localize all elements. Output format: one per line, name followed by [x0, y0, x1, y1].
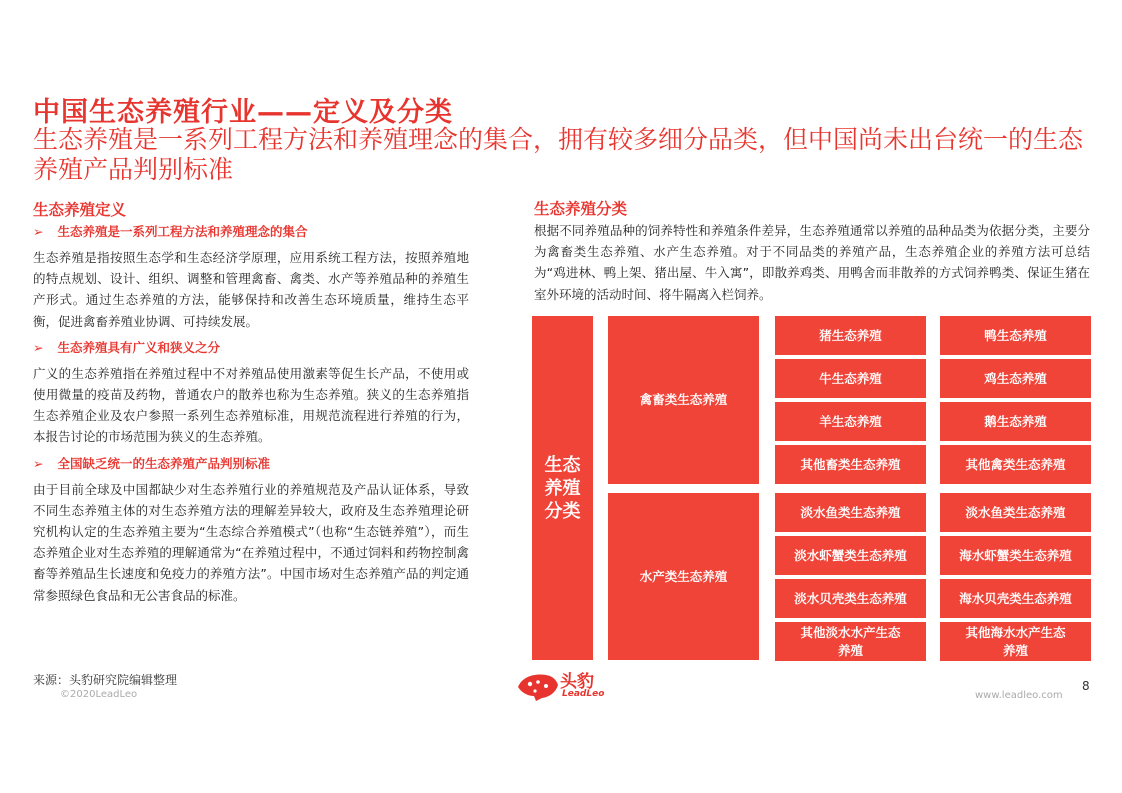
- standard-paragraph: 由于目前全球及中国都缺少对生态养殖行业的养殖规范及产品认证体系，导致不同生态养殖主体的对生态养殖方法的理解差异较大，政府及生态养殖理论研究机构认定的生态养殖主要为“生态综合养殖模式”（也称“生态链养殖”），而生态养殖企业对生态养殖的理解通常为“在养殖过程中，不通过饲料和药物控制禽畜等养殖品生长速度和免疫力的养殖方法”。中国市场对生态养殖产品的判定通常参照绿色食品和无公害食品的标准。: [33, 481, 469, 603]
- leaf-item: 淡水虾蟹类生态养殖: [775, 536, 926, 575]
- leaf-item: 羊生态养殖: [775, 402, 926, 441]
- arrow-icon: ➢: [33, 455, 44, 471]
- definition-paragraph: 生态养殖是指按照生态学和生态经济学原理，应用系统工程方法，按照养殖地的特点规划、设计、组织、调整和管理禽畜、禽类、水产等养殖品种的养殖生产形式。通过生态养殖的方法，能够保持和改善生态环境质量，维持生态平衡，促进禽畜养殖业协调、可持续发展。: [33, 250, 469, 329]
- logo-chinese: 头豹: [560, 672, 594, 692]
- arrow-icon: ➢: [33, 339, 44, 355]
- leaf-item: 海水虾蟹类生态养殖: [940, 536, 1091, 575]
- bullet-heading: ➢ 全国缺乏统一的生态养殖产品判别标准: [33, 455, 270, 471]
- root-label: 生态养殖分类: [544, 454, 581, 522]
- page-number: 8: [1082, 679, 1090, 693]
- leaf-item: 淡水贝壳类生态养殖: [775, 579, 926, 618]
- leaf-item: 猪生态养殖: [775, 316, 926, 355]
- leaf-item: 海水贝壳类生态养殖: [940, 579, 1091, 618]
- scope-paragraph: 广义的生态养殖指在养殖过程中不对养殖品使用激素等促生长产品，不使用或使用微量的疫苗及药物，普通农户的散养也称为生态养殖。狭义的生态养殖指生态养殖企业及农户参照一系列生态养殖标准，用规范流程进行养殖的行为，本报告讨论的市场范围为狭义的生态养殖。: [33, 365, 469, 445]
- website: www.leadleo.com: [975, 690, 1063, 701]
- leaf-item: 其他海水水产生态养殖: [940, 622, 1091, 661]
- leaf-item: 其他淡水水产生态养殖: [775, 622, 926, 661]
- page-title: 中国生态养殖行业——定义及分类: [33, 97, 453, 128]
- leaf-item: 牛生态养殖: [775, 359, 926, 398]
- arrow-icon: ➢: [33, 224, 44, 239]
- leaf-item: 鹅生态养殖: [940, 402, 1091, 441]
- bullet-heading: ➢ 生态养殖具有广义和狭义之分: [33, 339, 220, 355]
- leaf-item: 鸭生态养殖: [940, 316, 1091, 355]
- source-note: 来源：头豹研究院编辑整理: [33, 673, 178, 687]
- leaf-item: 淡水鱼类生态养殖: [775, 493, 926, 532]
- bullet-heading: ➢ 生态养殖是一系列工程方法和养殖理念的集合: [33, 224, 308, 239]
- classification-paragraph: 根据不同养殖品种的饲养特性和养殖条件差异，生态养殖通常以养殖的品种品类为依据分类，主要分为禽畜类生态养殖、水产生态养殖。对于不同品类的养殖产品，生态养殖企业的养殖方法可总结为“鸡进林、鸭上架、猪出屋、牛入寓”，即散养鸡类、用鸭舍而非散养的方式饲养鸭类、保证生猪在室外环境的活动时间、将牛隔离入栏饲养。: [534, 223, 1090, 302]
- leaf-item: 淡水鱼类生态养殖: [940, 493, 1091, 532]
- page-subtitle: 生态养殖是一系列工程方法和养殖理念的集合，拥有较多细分品类，但中国尚未出台统一的生态养殖产品判别标准: [33, 125, 1084, 184]
- definition-column: [33, 222, 469, 612]
- classification-heading: 生态养殖分类: [534, 200, 628, 218]
- leaf-item: 其他畜类生态养殖: [775, 445, 926, 484]
- leaf-item: 其他禽类生态养殖: [940, 445, 1091, 484]
- logo-english: LeadLeo: [562, 689, 605, 699]
- definition-heading: 生态养殖定义: [33, 201, 127, 219]
- leaf-item: 鸡生态养殖: [940, 359, 1091, 398]
- category-aquatic: 水产类生态养殖: [608, 493, 759, 660]
- diagram-root: [532, 316, 593, 660]
- category-livestock: 禽畜类生态养殖: [608, 316, 759, 484]
- copyright: ©2020LeadLeo: [60, 689, 138, 700]
